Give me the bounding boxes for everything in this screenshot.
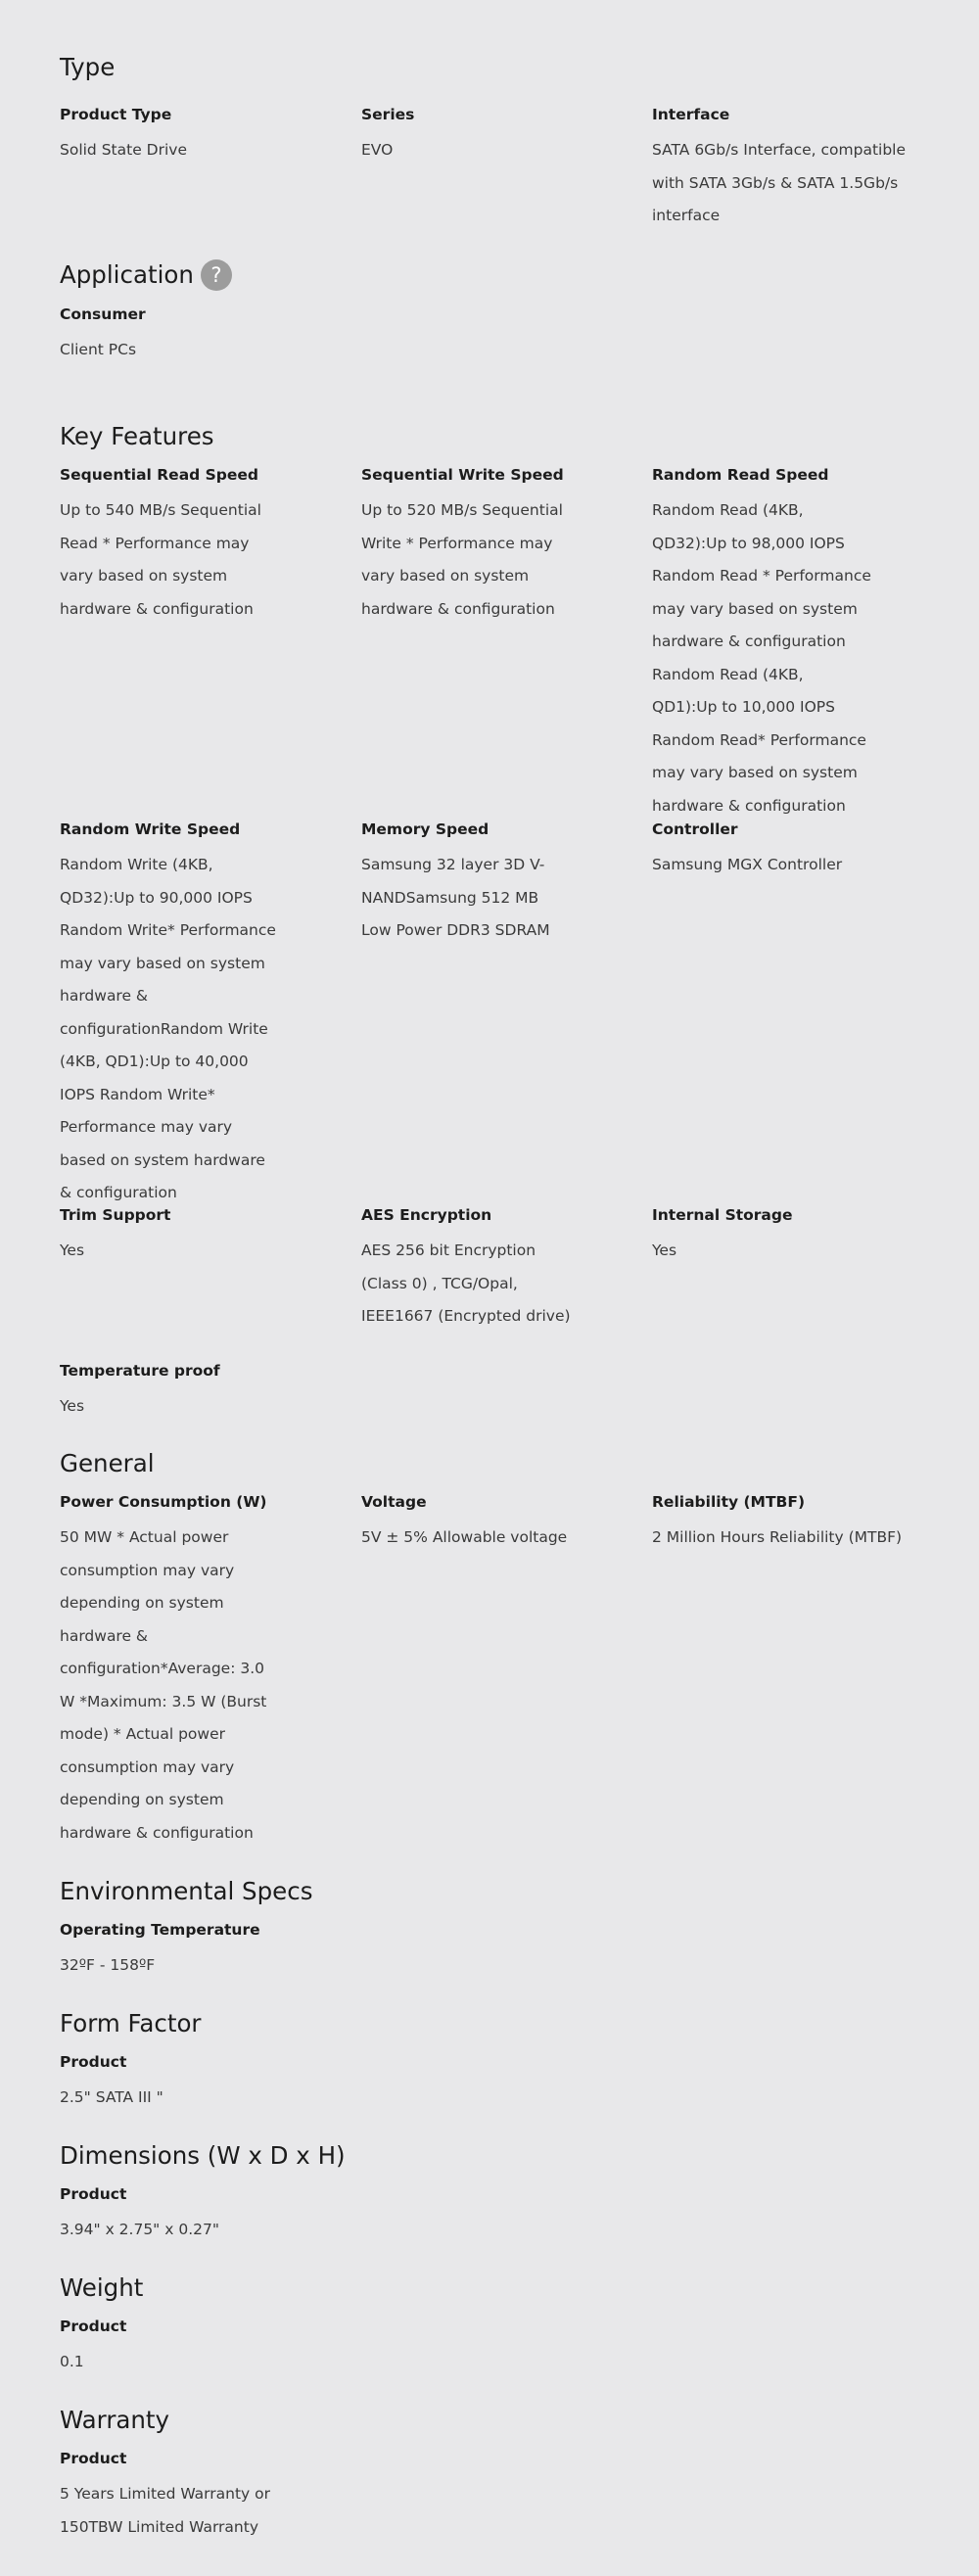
spec-value: AES 256 bit Encryption (Class 0) , TCG/Opal, IEEE1667 (Encrypted drive) [361, 1241, 571, 1325]
spec-aes-encryption [361, 1202, 572, 1334]
spec-label: Random Write Speed [60, 820, 241, 838]
spec-consumer [60, 302, 290, 367]
help-icon[interactable]: ? [201, 259, 232, 291]
section-title-dimensions: Dimensions (W x D x H) [60, 2141, 346, 2170]
spec-sequential-read-speed [60, 462, 280, 626]
spec-label: Interface [652, 106, 730, 123]
spec-label: Product [60, 2185, 127, 2203]
spec-sequential-write-speed [361, 462, 572, 626]
spec-label: Product [60, 2450, 127, 2467]
spec-label: Internal Storage [652, 1206, 793, 1224]
spec-internal-storage [652, 1202, 911, 1268]
spec-controller [652, 817, 911, 882]
spec-value: 32ºF - 158ºF [60, 1956, 156, 1974]
spec-form-factor-product [60, 2049, 290, 2115]
spec-weight-product [60, 2314, 290, 2379]
spec-series [361, 102, 572, 167]
spec-memory-speed [361, 817, 572, 948]
section-title-environmental-specs: Environmental Specs [60, 1877, 313, 1905]
spec-value: Random Write (4KB, QD32):Up to 90,000 IOPS Random Write* Performance may vary based on system hardware & configurationRandom Write (4KB, QD1):Up to 40,000 IOPS Random Write* Performance may vary based on system hardware & configuration [60, 856, 276, 1201]
section-title-key-features: Key Features [60, 422, 214, 450]
spec-power-consumption [60, 1489, 280, 1850]
spec-value: 0.1 [60, 2353, 84, 2370]
spec-dimensions-product [60, 2181, 290, 2247]
spec-value: Yes [60, 1397, 85, 1415]
spec-label: Trim Support [60, 1206, 171, 1224]
spec-product-type [60, 102, 290, 167]
spec-value: 2.5" SATA III " [60, 2088, 163, 2106]
section-title-type: Type [60, 53, 116, 81]
spec-label: Random Read Speed [652, 466, 829, 484]
spec-trim-support [60, 1202, 290, 1268]
spec-value: Solid State Drive [60, 141, 187, 159]
spec-label: Reliability (MTBF) [652, 1493, 806, 1511]
spec-label: Product [60, 2318, 127, 2335]
section-title-application [60, 259, 232, 291]
section-title-application-text: Application [60, 260, 194, 289]
spec-label: AES Encryption [361, 1206, 492, 1224]
spec-temperature-proof [60, 1358, 290, 1424]
spec-value: Client PCs [60, 341, 137, 358]
spec-value: Yes [652, 1241, 677, 1259]
section-title-weight: Weight [60, 2273, 144, 2302]
section-title-form-factor: Form Factor [60, 2009, 202, 2037]
spec-warranty-product [60, 2446, 280, 2544]
spec-value: 5V ± 5% Allowable voltage [361, 1528, 568, 1546]
spec-value: Up to 540 MB/s Sequential Read * Performance may vary based on system hardware & configuration [60, 501, 261, 618]
spec-label: Controller [652, 820, 738, 838]
spec-reliability [652, 1489, 926, 1555]
section-title-general: General [60, 1449, 155, 1477]
spec-random-read-speed [652, 462, 872, 822]
spec-value: SATA 6Gb/s Interface, compatible with SATA 3Gb/s & SATA 1.5Gb/s interface [652, 141, 907, 224]
spec-voltage [361, 1489, 572, 1555]
spec-label: Temperature proof [60, 1362, 220, 1380]
spec-label: Product [60, 2053, 127, 2071]
spec-value: Random Read (4KB, QD32):Up to 98,000 IOPS Random Read * Performance may vary based on system hardware & configuration Random Read (4KB, QD1):Up to 10,000 IOPS Random Read* Performance may vary based on system hardware & configuration [652, 501, 871, 815]
spec-label: Sequential Read Speed [60, 466, 259, 484]
spec-value: 3.94" x 2.75" x 0.27" [60, 2221, 219, 2238]
section-title-warranty: Warranty [60, 2406, 170, 2434]
spec-label: Product Type [60, 106, 172, 123]
spec-random-write-speed [60, 817, 280, 1210]
spec-interface [652, 102, 911, 233]
spec-value: Up to 520 MB/s Sequential Write * Performance may vary based on system hardware & configuration [361, 501, 563, 618]
spec-label: Operating Temperature [60, 1921, 260, 1939]
spec-label: Voltage [361, 1493, 427, 1511]
spec-label: Sequential Write Speed [361, 466, 564, 484]
spec-operating-temperature [60, 1917, 290, 1983]
spec-value: Samsung MGX Controller [652, 856, 843, 873]
spec-value: 2 Million Hours Reliability (MTBF) [652, 1528, 903, 1546]
spec-label: Consumer [60, 305, 146, 323]
spec-value: Yes [60, 1241, 85, 1259]
spec-label: Power Consumption (W) [60, 1493, 267, 1511]
spec-label: Series [361, 106, 415, 123]
spec-value: 5 Years Limited Warranty or 150TBW Limited Warranty [60, 2485, 270, 2536]
spec-value: 50 MW * Actual power consumption may vary depending on system hardware & configuration*Average: 3.0 W *Maximum: 3.5 W (Burst mode) * Actual power consumption may vary depending on system hardware & configuration [60, 1528, 267, 1842]
spec-value: Samsung 32 layer 3D V-NANDSamsung 512 MB Low Power DDR3 SDRAM [361, 856, 550, 939]
spec-label: Memory Speed [361, 820, 490, 838]
spec-value: EVO [361, 141, 394, 159]
